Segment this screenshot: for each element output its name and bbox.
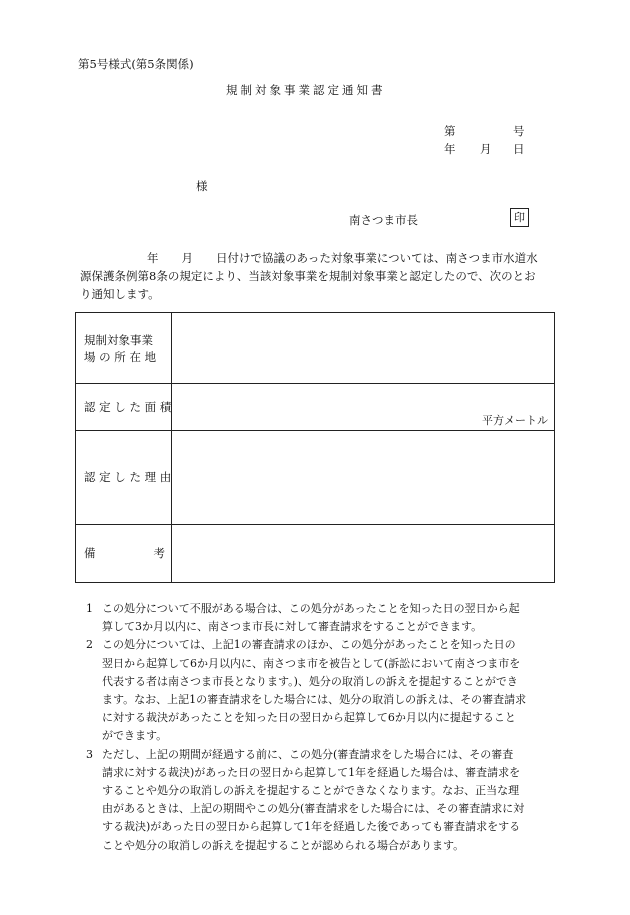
- area-label: 認 定 し た 面 積: [84, 400, 172, 414]
- area-label-cell: [76, 384, 172, 431]
- notes-list: [80, 600, 555, 855]
- note-line: ます。なお、上記1の審査請求をした場合には、処分の取消しの訴えは、その審査請求: [102, 693, 527, 707]
- date-year-label: 年: [444, 142, 456, 156]
- note-item: [80, 600, 555, 636]
- table-row-reason: [76, 431, 555, 525]
- note-line: 由があるときは、上記の期間やこの処分(審査請求をした場合には、その審査請求に対: [102, 802, 525, 816]
- body-line: 年 月 日付けで協議のあった対象事業については、南さつま市水道水: [147, 251, 538, 265]
- note-line: 代表する者は南さつま市長となります。)、処分の取消しの訴えを提起することができ: [102, 674, 518, 688]
- note-line: する裁決)があった日の翌日から起算して1年を経過した後であっても審査請求をする: [102, 820, 521, 834]
- note-line: に対する裁決があったことを知った日の翌日から起算して6か月以内に提起すること: [102, 711, 516, 725]
- note-line: 算して3か月以内に、南さつま市長に対して審査請求をすることができます。: [102, 620, 483, 634]
- note-item: [80, 636, 555, 745]
- table-row-location: [76, 313, 555, 384]
- note-number: 3: [86, 747, 93, 761]
- area-value-cell: [172, 384, 555, 431]
- document-number-prefix: 第: [444, 124, 456, 138]
- note-line: することや処分の取消しの訴えを提起することができなくなります。なお、正当な理: [102, 784, 520, 798]
- table-row-area: [76, 384, 555, 431]
- note-line: この処分について不服がある場合は、この処分があったことを知った日の翌日から起: [102, 602, 520, 615]
- remarks-label-1: 備: [84, 546, 96, 560]
- date-month-label: 月: [480, 142, 492, 156]
- note-number: 2: [86, 638, 93, 652]
- body-line: 源保護条例第8条の規定により、当該対象事業を規制対象事業と認定したので、次のとお: [80, 269, 536, 283]
- table-row-remarks: [76, 525, 555, 583]
- reason-label-cell: [76, 431, 172, 525]
- info-table: [75, 312, 555, 583]
- note-line: 請求に対する裁決)があった日の翌日から起算して1年を経過した場合は、審査請求を: [102, 765, 521, 779]
- addressee-suffix: 様: [196, 179, 208, 193]
- note-line: 翌日から起算して6か月以内に、南さつま市を被告として(訴訟において南さつま市を: [102, 656, 521, 670]
- location-label-line2: 場 の 所 在 地: [84, 350, 157, 364]
- note-line: この処分については、上記1の審査請求のほか、この処分があったことを知った日の: [102, 638, 516, 652]
- remarks-value-cell: [172, 525, 555, 583]
- document-number-suffix: 号: [513, 124, 525, 138]
- location-label-line1: 規制対象事業: [84, 333, 153, 347]
- location-label-cell: [76, 313, 172, 384]
- form-label: 第5号様式(第5条関係): [78, 57, 194, 71]
- remarks-label-cell: [76, 525, 172, 583]
- reason-label: 認 定 し た 理 由: [84, 470, 172, 484]
- remarks-label-2: 考: [153, 546, 165, 560]
- note-number: 1: [86, 602, 93, 615]
- issuer-name: 南さつま市長: [349, 213, 418, 227]
- note-line: ができます。: [102, 729, 168, 743]
- location-value-cell: [172, 313, 555, 384]
- note-line: ことや処分の取消しの訴えを提起することが認められる場合があります。: [102, 838, 465, 852]
- seal-stamp: 印: [510, 208, 529, 227]
- body-paragraph: [80, 249, 556, 303]
- area-unit: 平方メートル: [482, 414, 548, 427]
- body-line: り通知します。: [80, 287, 160, 301]
- date-day-label: 日: [513, 142, 525, 156]
- note-line: ただし、上記の期間が経過する前に、この処分(審査請求をした場合には、その審査: [102, 747, 514, 761]
- note-item: [80, 746, 555, 855]
- document-title: 規制対象事業認定通知書: [226, 83, 386, 97]
- reason-value-cell: [172, 431, 555, 525]
